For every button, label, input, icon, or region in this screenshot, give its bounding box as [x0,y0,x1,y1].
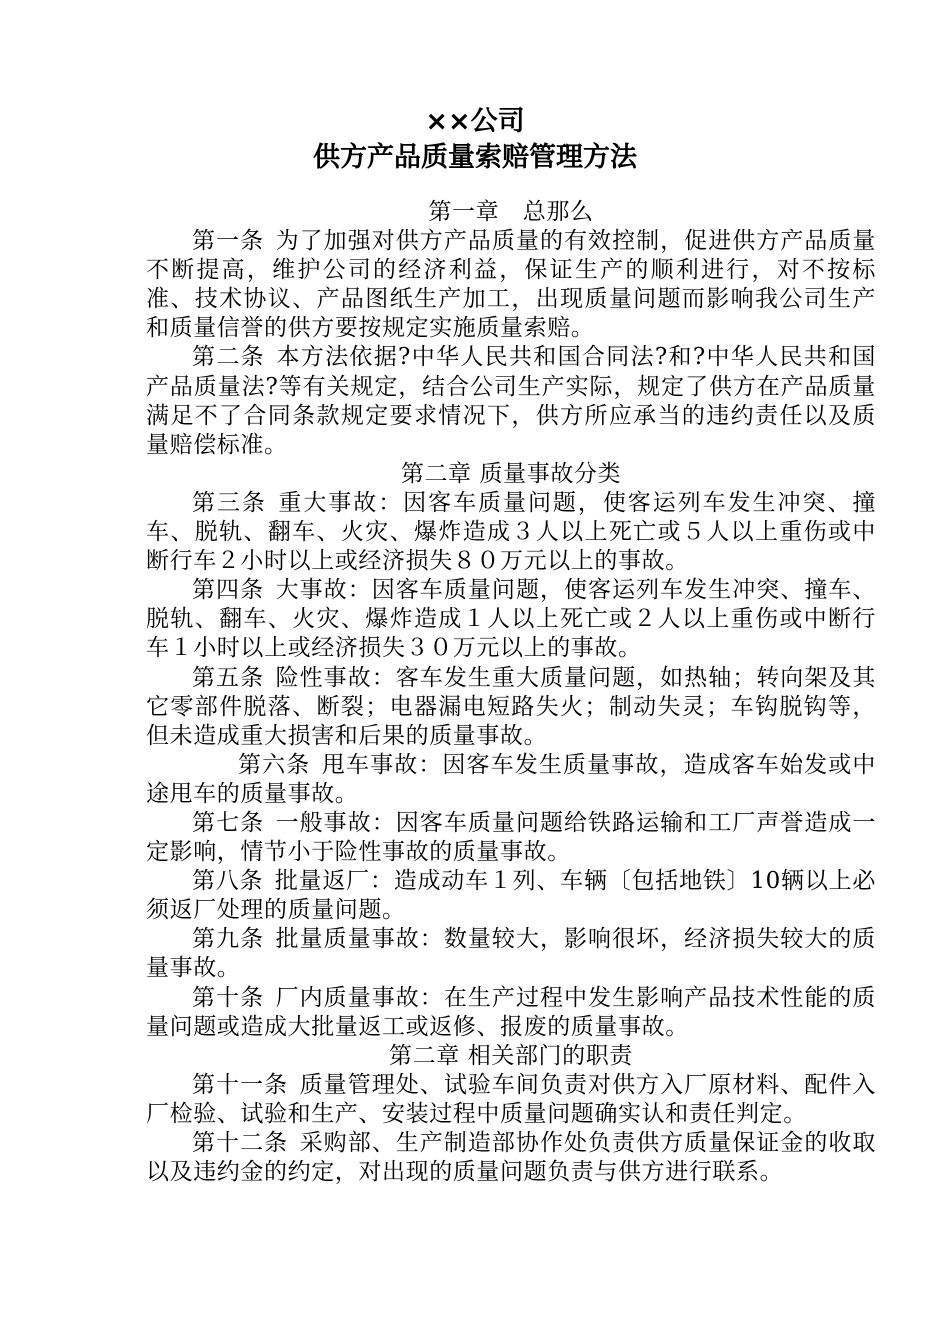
article-text: 为了加强对供方产品质量的有效控制，促进供方产品质量不断提高，维护公司的经济利益，保证生产的顺利进行，对不按标准、技术协议、产品图纸生产加工，出现质量问题而影响我公司生产和质量信誉的供方要按规定实施质量索赔。 [146,228,876,342]
article-number: 第一条 [192,228,265,255]
article-2 [146,343,876,459]
article-text: 质量管理处、试验车间负责对供方入厂原材料、配件入厂检验、试验和生产、安装过程中质量问题确实认和责任判定。 [146,1071,876,1127]
article-number: 第六条 [238,751,311,778]
article-number: 第十二条 [192,1130,289,1156]
article-text: 重大事故：因客车质量问题，使客运列车发生冲突、撞车、脱轨、翻车、火灾、爆炸造成３人以上死亡或５人以上重伤或中断行车２小时以上或经济损失８０万元以上的事故。 [146,489,876,575]
article-11 [146,1071,876,1129]
article-number: 第五条 [192,664,265,691]
article-number: 第七条 [192,809,265,836]
article-6 [146,751,876,809]
article-number: 第四条 [192,577,265,604]
document-title: 供方产品质量索赔管理方法 [313,142,637,173]
article-text: 甩车事故：因客车发生质量事故，造成客车始发或中途甩车的质量事故。 [146,751,876,807]
article-8 [146,867,876,925]
article-7 [146,809,876,867]
article-text: 本方法依据?中华人民共和国合同法?和?中华人民共和国产品质量法?等有关规定，结合公司生产实际，规定了供方在产品质量满足不了合同条款规定要求情况下，供方所应承当的违约责任以及质量赔偿标准。 [146,344,876,458]
article-12 [146,1129,876,1187]
document-body [146,198,876,1187]
chapter-heading-3: 第二章 相关部门的职责 [389,1042,633,1069]
article-number: 第九条 [192,926,265,953]
article-text: 厂内质量事故：在生产过程中发生影响产品技术性能的质量问题或造成大批量返工或返修、报废的质量事故。 [146,984,876,1040]
article-3 [146,489,876,576]
article-5 [146,664,876,751]
article-text: 险性事故：客车发生重大质量问题，如热轴；转向架及其它零部件脱落、断裂；电器漏电短路失火；制动失灵；车钩脱钩等，但未造成重大损害和后果的质量事故。 [146,664,876,749]
article-10 [146,984,876,1042]
article-number: 第三条 [192,489,267,516]
chapter-heading-2: 第二章 质量事故分类 [400,460,622,487]
article-text: 大事故：因客车质量问题，使客运列车发生冲突、撞车、脱轨、翻车、火灾、爆炸造成１人以上死亡或２人以上重伤或中断行车１小时以上或经济损失３０万元以上的事故。 [146,577,876,662]
article-text: 批量返厂：造成动车１列、车辆〔包括地铁〕10辆以上必须返厂处理的质量问题。 [146,868,876,924]
article-text: 批量质量事故：数量较大，影响很坏，经济损失较大的质量事故。 [146,926,876,982]
article-number: 第二条 [192,344,265,371]
article-number: 第八条 [192,868,264,895]
article-4 [146,576,876,663]
article-text: 一般事故：因客车质量问题给铁路运输和工厂声誉造成一定影响，情节小于险性事故的质量事故。 [146,809,876,866]
article-9 [146,925,876,983]
article-number: 第十一条 [192,1071,289,1098]
chapter-heading-1: 第一章 总那么 [428,199,594,225]
article-text: 采购部、生产制造部协作处负责供方质量保证金的收取以及违约金的约定，对出现的质量问题负责与供方进行联系。 [146,1130,876,1186]
company-title: ××公司 [425,106,525,137]
article-number: 第十条 [192,984,265,1011]
article-1 [146,227,876,343]
